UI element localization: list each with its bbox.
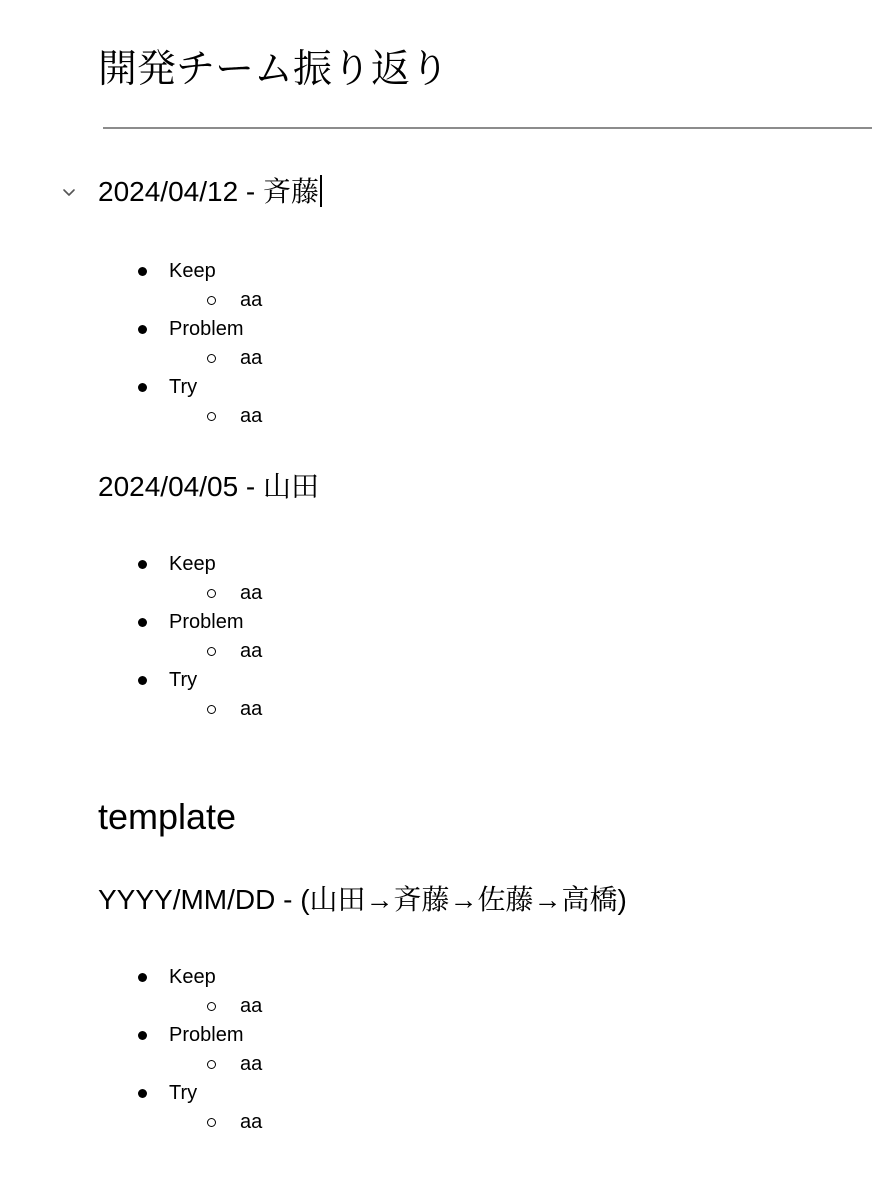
list-item[interactable] xyxy=(0,608,600,637)
bullet-circle xyxy=(207,1002,216,1011)
list-item-label: Try xyxy=(169,1082,198,1104)
list-item-label: aa xyxy=(240,289,263,311)
list-item-label: Try xyxy=(169,376,198,398)
bullet-disc xyxy=(138,1031,147,1040)
list-item[interactable] xyxy=(0,992,600,1021)
list-item-label: Keep xyxy=(169,553,216,575)
bullet-circle xyxy=(207,296,216,305)
list-item-label: Problem xyxy=(169,1024,244,1046)
template-heading-text: template xyxy=(98,796,237,837)
list-item[interactable] xyxy=(0,579,600,608)
bullet-circle xyxy=(207,354,216,363)
section-heading[interactable] xyxy=(98,470,319,504)
template-subheading-text: YYYY/MM/DD - (山田→斉藤→佐藤→高橋) xyxy=(98,884,627,915)
list-item-label: aa xyxy=(240,640,263,662)
list-item[interactable] xyxy=(0,695,600,724)
bullet-circle xyxy=(207,412,216,421)
list-item-label: aa xyxy=(240,1053,263,1075)
list-item[interactable] xyxy=(0,1079,600,1108)
list-item-label: aa xyxy=(240,347,263,369)
bullet-disc xyxy=(138,383,147,392)
template-subheading[interactable] xyxy=(98,883,627,917)
section-heading[interactable] xyxy=(98,175,322,209)
list-item-label: Keep xyxy=(169,966,216,988)
list-item[interactable] xyxy=(0,1050,600,1079)
bullet-disc xyxy=(138,618,147,627)
list-item-label: aa xyxy=(240,405,263,427)
bullet-circle xyxy=(207,1060,216,1069)
template-heading[interactable] xyxy=(98,796,236,838)
section-heading-text: 2024/04/12 - 斉藤 xyxy=(98,176,320,207)
list-item[interactable] xyxy=(0,963,600,992)
bullet-disc xyxy=(138,676,147,685)
bullet-circle xyxy=(207,589,216,598)
bullet-disc xyxy=(138,1089,147,1098)
list-item[interactable] xyxy=(0,257,600,286)
section-heading-text: 2024/04/05 - 山田 xyxy=(98,471,320,502)
list-item[interactable] xyxy=(0,550,600,579)
bullet-circle xyxy=(207,705,216,714)
list-item-label: aa xyxy=(240,1111,263,1133)
list-item-label: Problem xyxy=(169,611,244,633)
list-item[interactable] xyxy=(0,315,600,344)
horizontal-rule xyxy=(103,127,872,129)
bullet-circle xyxy=(207,647,216,656)
list-item[interactable] xyxy=(0,344,600,373)
text-cursor xyxy=(320,175,322,207)
chevron-down-icon[interactable] xyxy=(60,183,78,201)
list-item-label: aa xyxy=(240,698,263,720)
list-item[interactable] xyxy=(0,666,600,695)
list-item[interactable] xyxy=(0,286,600,315)
list-item[interactable] xyxy=(0,637,600,666)
bullet-disc xyxy=(138,325,147,334)
list-item-label: Keep xyxy=(169,260,216,282)
list-item-label: aa xyxy=(240,582,263,604)
list-item-label: Try xyxy=(169,669,198,691)
list-item[interactable] xyxy=(0,1021,600,1050)
list-item-label: Problem xyxy=(169,318,244,340)
bullet-circle xyxy=(207,1118,216,1127)
list-item[interactable] xyxy=(0,373,600,402)
list-item[interactable] xyxy=(0,1108,600,1137)
list-item-label: aa xyxy=(240,995,263,1017)
bullet-disc xyxy=(138,973,147,982)
bullet-disc xyxy=(138,267,147,276)
document-title[interactable]: 開発チーム振り返り xyxy=(98,48,450,91)
bullet-disc xyxy=(138,560,147,569)
list-item[interactable] xyxy=(0,402,600,431)
